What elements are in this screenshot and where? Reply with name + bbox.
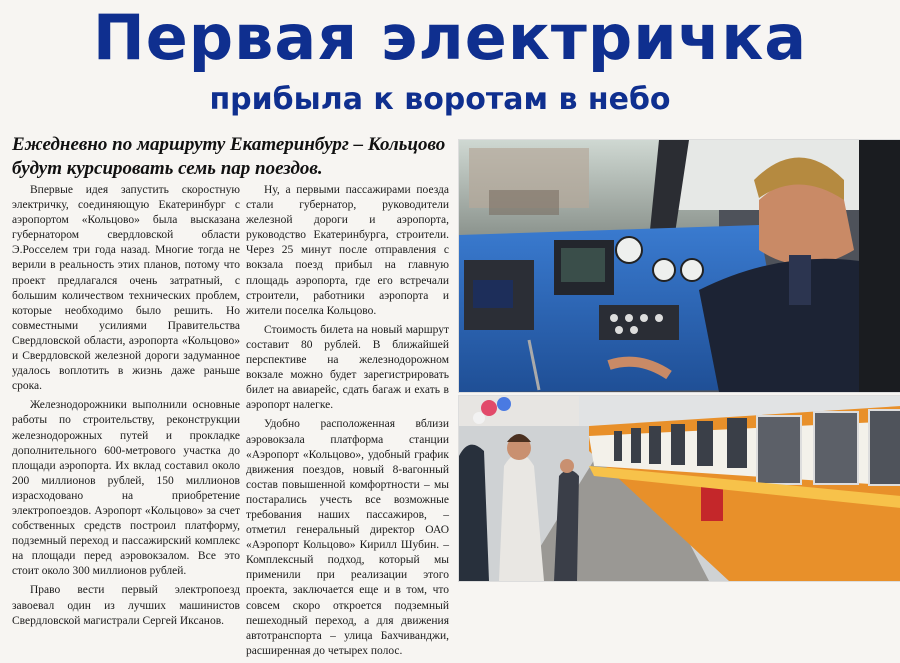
platform-train-illustration bbox=[459, 396, 900, 581]
driver-cab-illustration bbox=[459, 140, 900, 392]
paragraph: Право вести первый электропоезд завоевал один из лучших машинистов Свердловской магистрали Сергей Иксанов. bbox=[12, 584, 240, 627]
subheadline: прибыла к воротам в небо bbox=[209, 82, 671, 117]
driver-cab-photo bbox=[458, 139, 900, 393]
paragraph: Ну, а первыми пассажирами поезда стали губернатор, руководители железной дороги и аэропорта, руководство Екатеринбурга, строители. Через 25 минут после отправления с вокзала поезд прибыл на главную площадь аэропорта, где его встречали строители, работники аэропорта и жители поселка Кольцово. bbox=[246, 184, 449, 317]
paragraph: Железнодорожники выполнили основные работы по строительству, реконструкции железнодорожных путей и прокладке дополнительного 600-метрового участка до площади аэропорта. Их вклад составил около 200 миллионов рублей, 150 миллионов израсходовано на приобретение электропоездов. Аэропорт «Кольцово» за счет собственных средств построил платформу, подземный переход и пассажирский комплекс на площади перед аэровокзалом. Все это стоит около 300 миллионов рублей. bbox=[12, 399, 240, 578]
article-column-1 bbox=[12, 183, 240, 633]
article-column-2 bbox=[246, 183, 449, 663]
lead-paragraph: Ежедневно по маршруту Екатеринбург – Кольцово будут курсировать семь пар поездов. bbox=[12, 134, 446, 179]
paragraph: Стоимость билета на новый маршрут составит 80 рублей. В ближайшей перспективе на железнодорожном вокзале можно будет зарегистрировать билет на авиарейс, сдать багаж и ехать в аэропорт налегке. bbox=[246, 323, 449, 412]
paragraph: Удобно расположенная вблизи аэровокзала платформа станции «Аэропорт «Кольцово», удобный график движения поездов, новый 8-вагонный состав повышенной комфортности – мы постарались учесть все возможные требования наших пассажиров, – отметил генеральный директор ОАО «Аэропорт Кольцово» Кирилл Шубин. – Комплексный подход, который мы применили при реализации этого проекта, заключается еще и в том, что совсем скоро откроется подземный пешеходный переход, а для движения автотранспорта – улица Бахчиванджи, расширенная до четырех полос. bbox=[246, 418, 449, 657]
paragraph: Впервые идея запустить скоростную электричку, соединяющую Екатеринбург с аэропортом «Кольцово» была высказана губернатором свердловской области Э.Росселем три года назад. Многие тогда не верили в реальность этих планов, потому что проект предлагался очень затратный, с большим количеством технических проблем, которые необходимо было решить. Но совместными усилиями Правительства Свердловской области, аэропорта «Кольцово» и Свердловской железной дороги задуманное удалось воплотить в жизнь даже раньше срока. bbox=[12, 184, 240, 393]
platform-train-photo bbox=[458, 395, 900, 582]
headline: Первая электричка bbox=[92, 1, 808, 74]
